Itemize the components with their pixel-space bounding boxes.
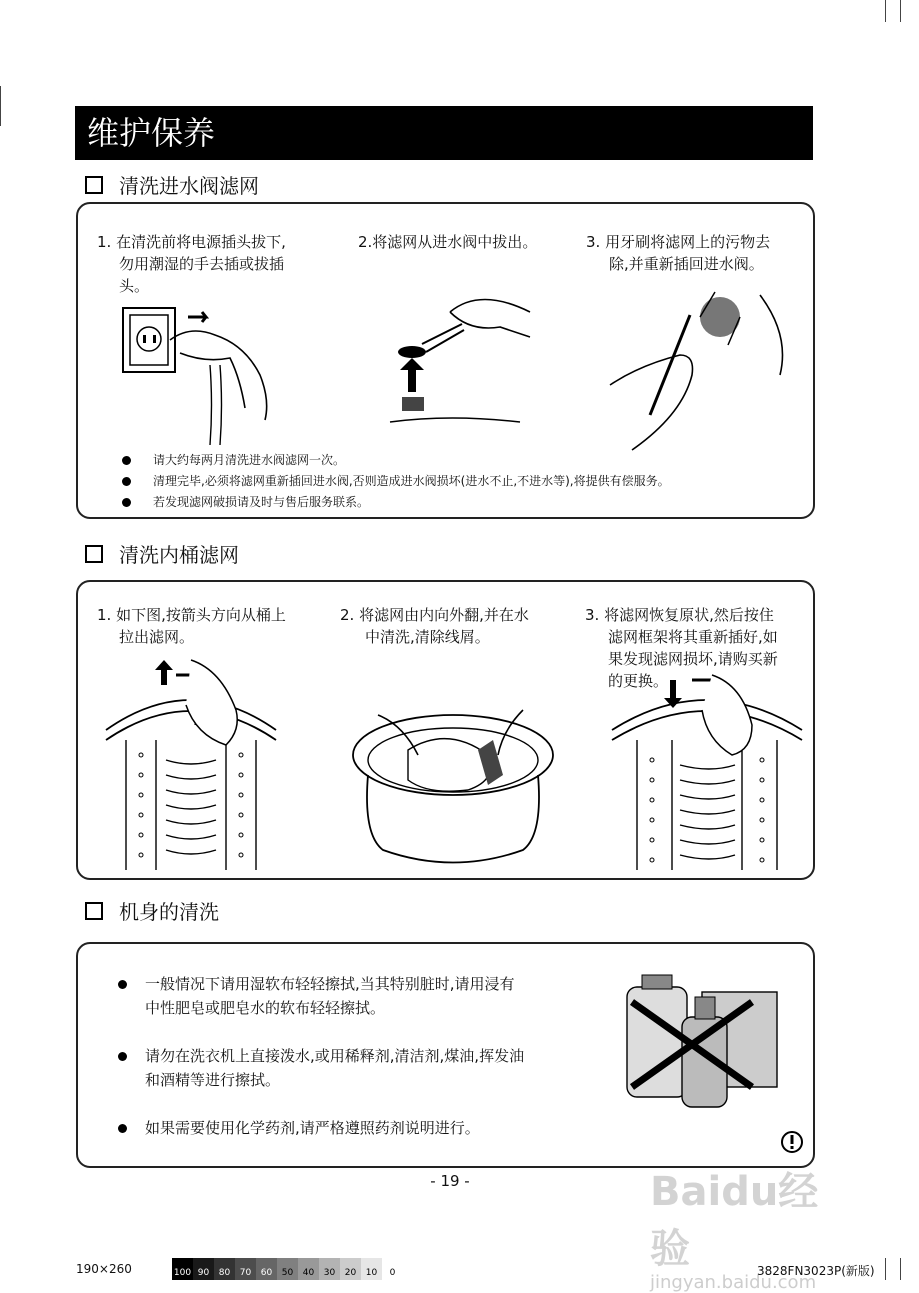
checkbox-icon [85,176,103,194]
bullet-icon [122,498,131,507]
section-heading-body [85,896,219,925]
checkbox-icon [85,902,103,920]
tub-pull-illustration [106,660,276,870]
unplug-illustration [110,295,280,445]
section-heading-text: 清洗进水阀滤网 [119,174,259,198]
list-item: 清理完毕,必须将滤网重新插回进水阀,否则造成进水阀损坏(进水不止,不进水等),将提供有偿服务。 [118,471,808,492]
section-heading-text: 机身的清洗 [119,900,219,924]
step-line: 果发现滤网损坏,请购买新 [608,650,778,668]
step-line: 1. 如下图,按箭头方向从桶上 [97,606,286,624]
inlet-step-1 [97,231,286,297]
tub-step-1 [97,604,286,648]
gray-scale-bar [172,1258,403,1280]
footer-size: 190×260 [76,1262,132,1276]
scale-segment: 10 [361,1258,382,1280]
toothbrush-illustration [600,285,800,450]
bullet-icon [118,980,127,989]
scale-segment: 40 [298,1258,319,1280]
step-line: 的更换。 [608,672,669,690]
step-line: 拉出滤网。 [119,628,195,646]
crop-mark [900,1258,901,1280]
bullet-icon [118,1124,127,1133]
inlet-bullets [118,450,808,513]
scale-segment: 90 [193,1258,214,1280]
bullet-icon [122,477,131,486]
inlet-step-2: 2.将滤网从进水阀中拔出。 [358,233,538,251]
section-heading-text: 清洗内桶滤网 [119,543,239,567]
scale-segment: 70 [235,1258,256,1280]
scale-segment: 80 [214,1258,235,1280]
crop-mark [900,0,901,22]
section-heading-tub [85,539,239,568]
tub-step-2 [340,604,529,648]
tub-reinsert-illustration [612,670,802,870]
basin-wash-illustration [348,700,558,870]
list-item: 一般情况下请用湿软布轻轻擦拭,当其特别脏时,请用浸有 中性肥皂或肥皂水的软布轻轻擦拭。 [118,972,598,1020]
step-line: 2. 将滤网由内向外翻,并在水 [340,606,529,624]
list-item: 若发现滤网破损请及时与售后服务联系。 [118,492,808,513]
watermark-logo: Baidu经验 jingyan.baidu.com [650,1169,819,1293]
step-line: 滤网框架将其重新插好,如 [608,628,778,646]
scale-segment: 20 [340,1258,361,1280]
step-line: 头。 [119,277,150,295]
step-line: 3. 将滤网恢复原状,然后按住 [585,606,774,624]
bullet-icon [118,1052,127,1061]
list-item: 请勿在洗衣机上直接泼水,或用稀释剂,清洁剂,煤油,挥发油 和酒精等进行擦拭。 [118,1044,598,1092]
step-line: 中清洗,清除线屑。 [365,628,490,646]
page-title: 维护保养 [75,106,813,160]
scale-segment: 50 [277,1258,298,1280]
scale-segment: 100 [172,1258,193,1280]
scale-segment: 0 [382,1258,403,1280]
step-line: 除,并重新插回进水阀。 [609,255,764,273]
inlet-step-3 [586,231,770,275]
crop-mark [885,0,886,22]
checkbox-icon [85,545,103,563]
page-number: - 19 - [430,1172,470,1190]
footer-code: 3828FN3023P(新版) [757,1264,875,1278]
list-item: 请大约每两月清洗进水阀滤网一次。 [118,450,808,471]
step-line: 勿用潮湿的手去插或拔插 [119,255,285,273]
filter-pull-illustration [380,282,530,432]
scale-segment: 60 [256,1258,277,1280]
warning-icon [780,1130,804,1154]
list-item: 如果需要使用化学药剂,请严格遵照药剂说明进行。 [118,1116,598,1140]
crop-mark [0,86,1,126]
crop-mark [885,1258,886,1280]
no-chemicals-illustration [622,972,792,1112]
bullet-icon [122,456,131,465]
body-bullets [118,972,598,1140]
section-heading-inlet [85,170,259,199]
step-line: 1. 在清洗前将电源插头拔下, [97,233,286,251]
step-line: 3. 用牙刷将滤网上的污物去 [586,233,771,251]
scale-segment: 30 [319,1258,340,1280]
